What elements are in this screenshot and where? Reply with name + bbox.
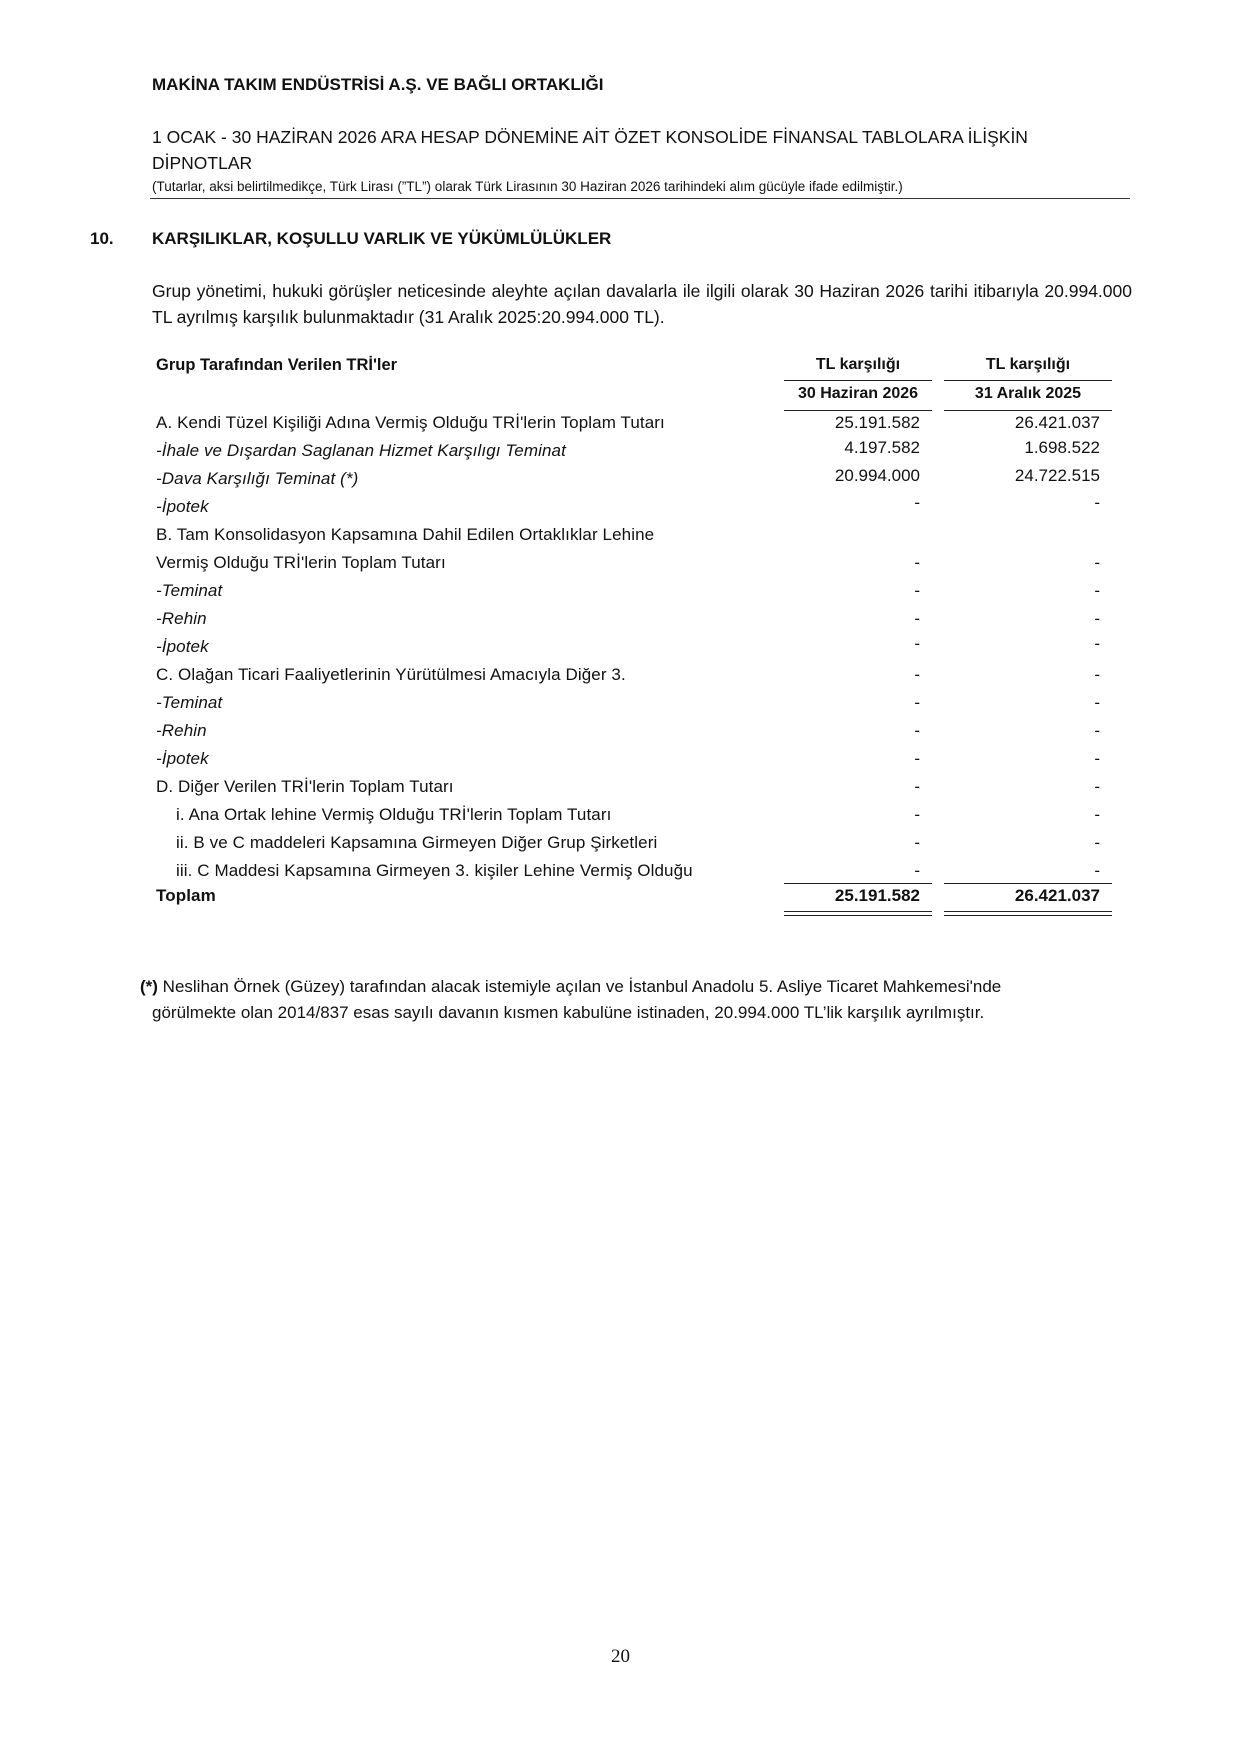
row-value-2025: - [1094,721,1100,740]
footnote [140,974,1130,1026]
table-row [0,581,1241,609]
table-title: Grup Tarafından Verilen TRİ'ler [156,356,398,374]
row-value-2026: - [914,665,920,684]
table-row [0,553,1241,581]
row-value-2026: 4.197.582 [844,438,920,457]
row-value-2025: - [1094,861,1100,880]
col2-date-rule [944,410,1112,411]
table-row [0,805,1241,833]
row-value-2026: - [914,581,920,600]
row-value-2026: - [914,721,920,740]
table-row [0,833,1241,861]
currency-note: (Tutarlar, aksi belirtilmedikçe, Türk Lirası (”TL”) olarak Türk Lirasının 30 Haziran 2026 tarihindeki alım gücüyle ifade edilmiştir.) [152,179,903,194]
table-row [0,525,1241,553]
company-name: MAKİNA TAKIM ENDÜSTRİSİ A.Ş. VE BAĞLI ORTAKLIĞI [152,75,604,94]
page-number: 20 [611,1646,630,1667]
table-row [0,693,1241,721]
row-value-2026: 20.994.000 [834,466,920,485]
row-label: B. Tam Konsolidasyon Kapsamına Dahil Edilen Ortaklıklar Lehine [156,525,655,544]
row-label: -Dava Karşılığı Teminat (*) [156,469,359,488]
col1-total-rule [784,883,932,884]
col1-total-underline [784,911,932,912]
col2-head-rule [944,380,1112,381]
section-intro: Grup yönetimi, hukuki görüşler neticesinde aleyhte açılan davalarla ile ilgili olarak 30 Haziran 2026 tarihi itibarıyla 20.994.000 TL ayrılmış karşılık bulunmaktadır (31 Aralık 2025:20.994.000 TL). [152,281,1132,327]
row-value-2026: - [914,777,920,796]
row-value-2025: - [1094,609,1100,628]
row-label: ii. B ve C maddeleri Kapsamına Girmeyen Diğer Grup Şirketleri [176,833,658,852]
col1-currency-head: TL karşılığı [815,356,901,373]
col2-total-rule [944,883,1112,884]
row-label: -Teminat [156,581,223,600]
table-row [0,665,1241,693]
col2-currency-head: TL karşılığı [985,356,1071,373]
row-value-2026: - [914,609,920,628]
table-row [0,609,1241,637]
footnote-text-1: Neslihan Örnek (Güzey) tarafından alacak istemiyle açılan ve İstanbul Anadolu 5. Asliye Ticaret Mahkemesi'nde [157,977,1002,996]
table-row [0,749,1241,777]
row-value-2026: - [914,493,920,512]
total-row [0,886,1241,914]
row-value-2025: - [1094,553,1100,572]
table-row [0,721,1241,749]
table-row [0,861,1241,889]
row-value-2025: - [1094,665,1100,684]
row-value-2025: - [1094,833,1100,852]
table-row [0,634,1241,665]
row-label: -İpotek [156,497,209,516]
row-value-2025: 1.698.522 [1024,438,1100,457]
section-number: 10. [90,229,114,248]
row-label: -Rehin [156,609,207,628]
total-value-2026: 25.191.582 [834,886,920,905]
row-label: -Teminat [156,693,223,712]
col2-total-double-underline [944,915,1112,916]
row-label: i. Ana Ortak lehine Vermiş Olduğu TRİ'lerin Toplam Tutarı [176,805,612,824]
row-value-2026: - [914,553,920,572]
row-value-2025: - [1094,777,1100,796]
row-label: Vermiş Olduğu TRİ'lerin Toplam Tutarı [156,553,446,572]
col2-date-head: 31 Aralık 2025 [974,385,1082,402]
row-value-2025: - [1094,581,1100,600]
row-value-2026: - [914,634,920,653]
row-value-2025: 24.722.515 [1014,466,1100,485]
row-label: iii. C Maddesi Kapsamına Girmeyen 3. kişiler Lehine Vermiş Olduğu [176,861,693,880]
table-row [0,777,1241,805]
col1-total-double-underline [784,915,932,916]
table-row [0,413,1241,441]
row-label: -İpotek [156,749,209,768]
row-value-2026: - [914,833,920,852]
row-value-2025: 26.421.037 [1014,413,1100,432]
row-value-2026: - [914,693,920,712]
row-value-2026: - [914,861,920,880]
row-value-2026: - [914,805,920,824]
footnote-mark: (*) [140,977,158,996]
table-row [0,493,1241,525]
row-value-2025: - [1094,693,1100,712]
col1-date-rule [784,410,932,411]
row-value-2025: - [1094,493,1100,512]
table-row [0,438,1241,469]
row-value-2025: - [1094,634,1100,653]
footnote-line-1 [140,974,1130,1000]
total-label: Toplam [156,886,216,905]
row-label: -İhale ve Dışardan Saglanan Hizmet Karşılıgı Teminat [156,441,566,460]
row-label: -Rehin [156,721,207,740]
row-value-2025: - [1094,805,1100,824]
col1-date-head: 30 Haziran 2026 [797,385,919,402]
row-label: D. Diğer Verilen TRİ'lerin Toplam Tutarı [156,777,454,796]
header-divider [150,198,1130,199]
row-value-2026: 25.191.582 [834,413,920,432]
notes-title: DİPNOTLAR [152,153,253,173]
row-label: A. Kendi Tüzel Kişiliği Adına Vermiş Olduğu TRİ'lerin Toplam Tutarı [156,413,665,432]
row-value-2026: - [914,749,920,768]
row-value-2025: - [1094,749,1100,768]
report-period: 1 OCAK - 30 HAZİRAN 2026 ARA HESAP DÖNEMİNE AİT ÖZET KONSOLİDE FİNANSAL TABLOLARA İLİŞKİN [152,127,1028,147]
row-label: C. Olağan Ticari Faaliyetlerinin Yürütülmesi Amacıyla Diğer 3. [156,665,626,684]
footnote-text-2: görülmekte olan 2014/837 esas sayılı davanın kısmen kabulüne istinaden, 20.994.000 TL’lik karşılık ayrılmıştır. [152,1003,985,1022]
col2-total-underline [944,911,1112,912]
section-title: KARŞILIKLAR, KOŞULLU VARLIK VE YÜKÜMLÜLÜKLER [152,229,612,248]
row-label: -İpotek [156,637,209,656]
col1-head-rule [784,380,932,381]
total-value-2025: 26.421.037 [1014,886,1100,905]
